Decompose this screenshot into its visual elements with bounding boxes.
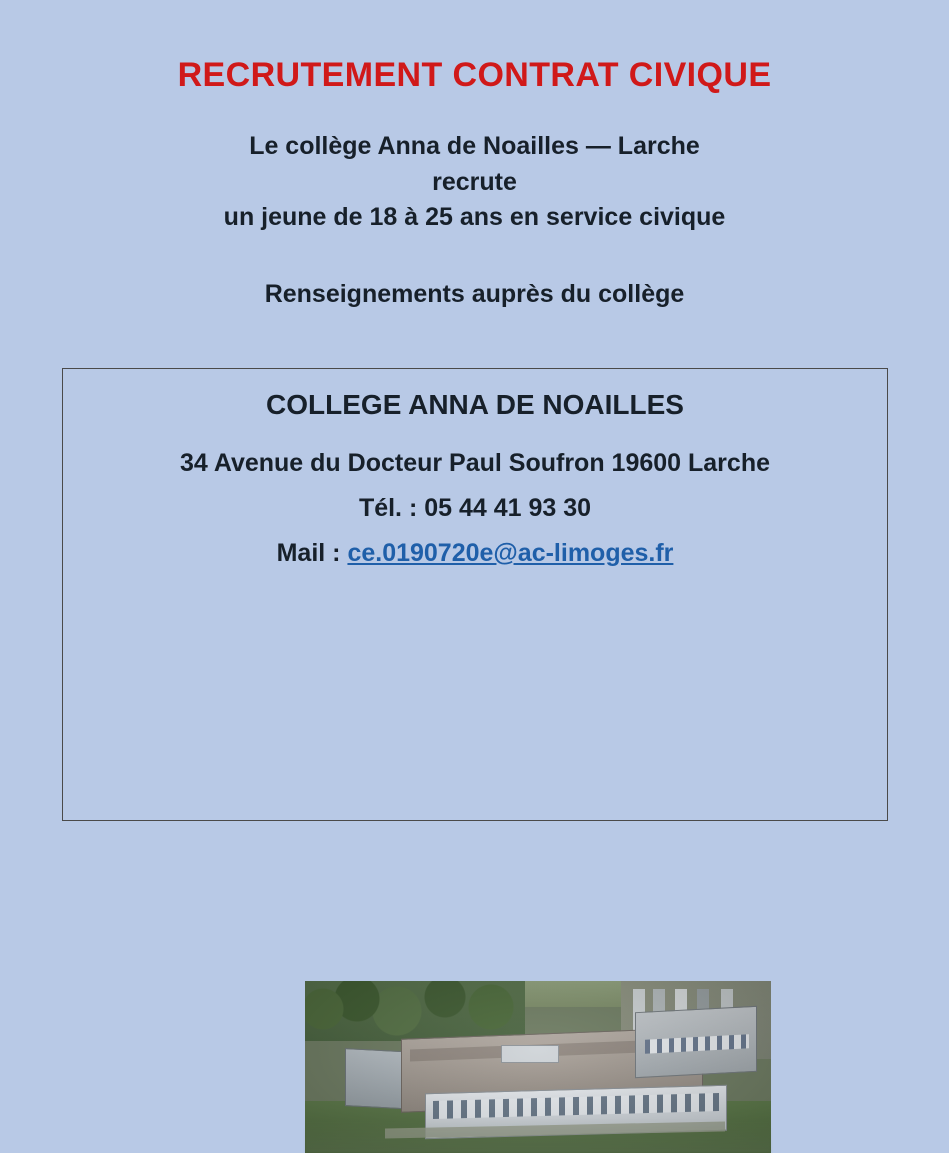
photo-reflection <box>305 1119 771 1153</box>
info-request-text: Renseignements auprès du collège <box>264 279 685 308</box>
mail-link[interactable]: ce.0190720e@ac-limoges.fr <box>347 539 674 567</box>
page-title: RECRUTEMENT CONTRAT CIVIQUE <box>177 56 772 94</box>
contact-box <box>62 368 888 821</box>
school-mail-row <box>63 523 887 568</box>
school-address: 34 Avenue du Docteur Paul Soufron 19600 Larche <box>180 449 770 477</box>
intro-line-3: un jeune de 18 à 25 ans en service civique <box>223 203 726 231</box>
school-name: COLLEGE ANNA DE NOAILLES <box>266 389 684 420</box>
intro-line-2: recrute <box>432 167 517 196</box>
intro-line-1: Le collège Anna de Noailles — Larche <box>249 132 700 160</box>
school-photo-container <box>305 981 771 1153</box>
intro-paragraph <box>0 95 949 236</box>
mail-label: Mail : <box>276 539 348 567</box>
school-phone: Tél. : 05 44 41 93 30 <box>358 494 592 522</box>
